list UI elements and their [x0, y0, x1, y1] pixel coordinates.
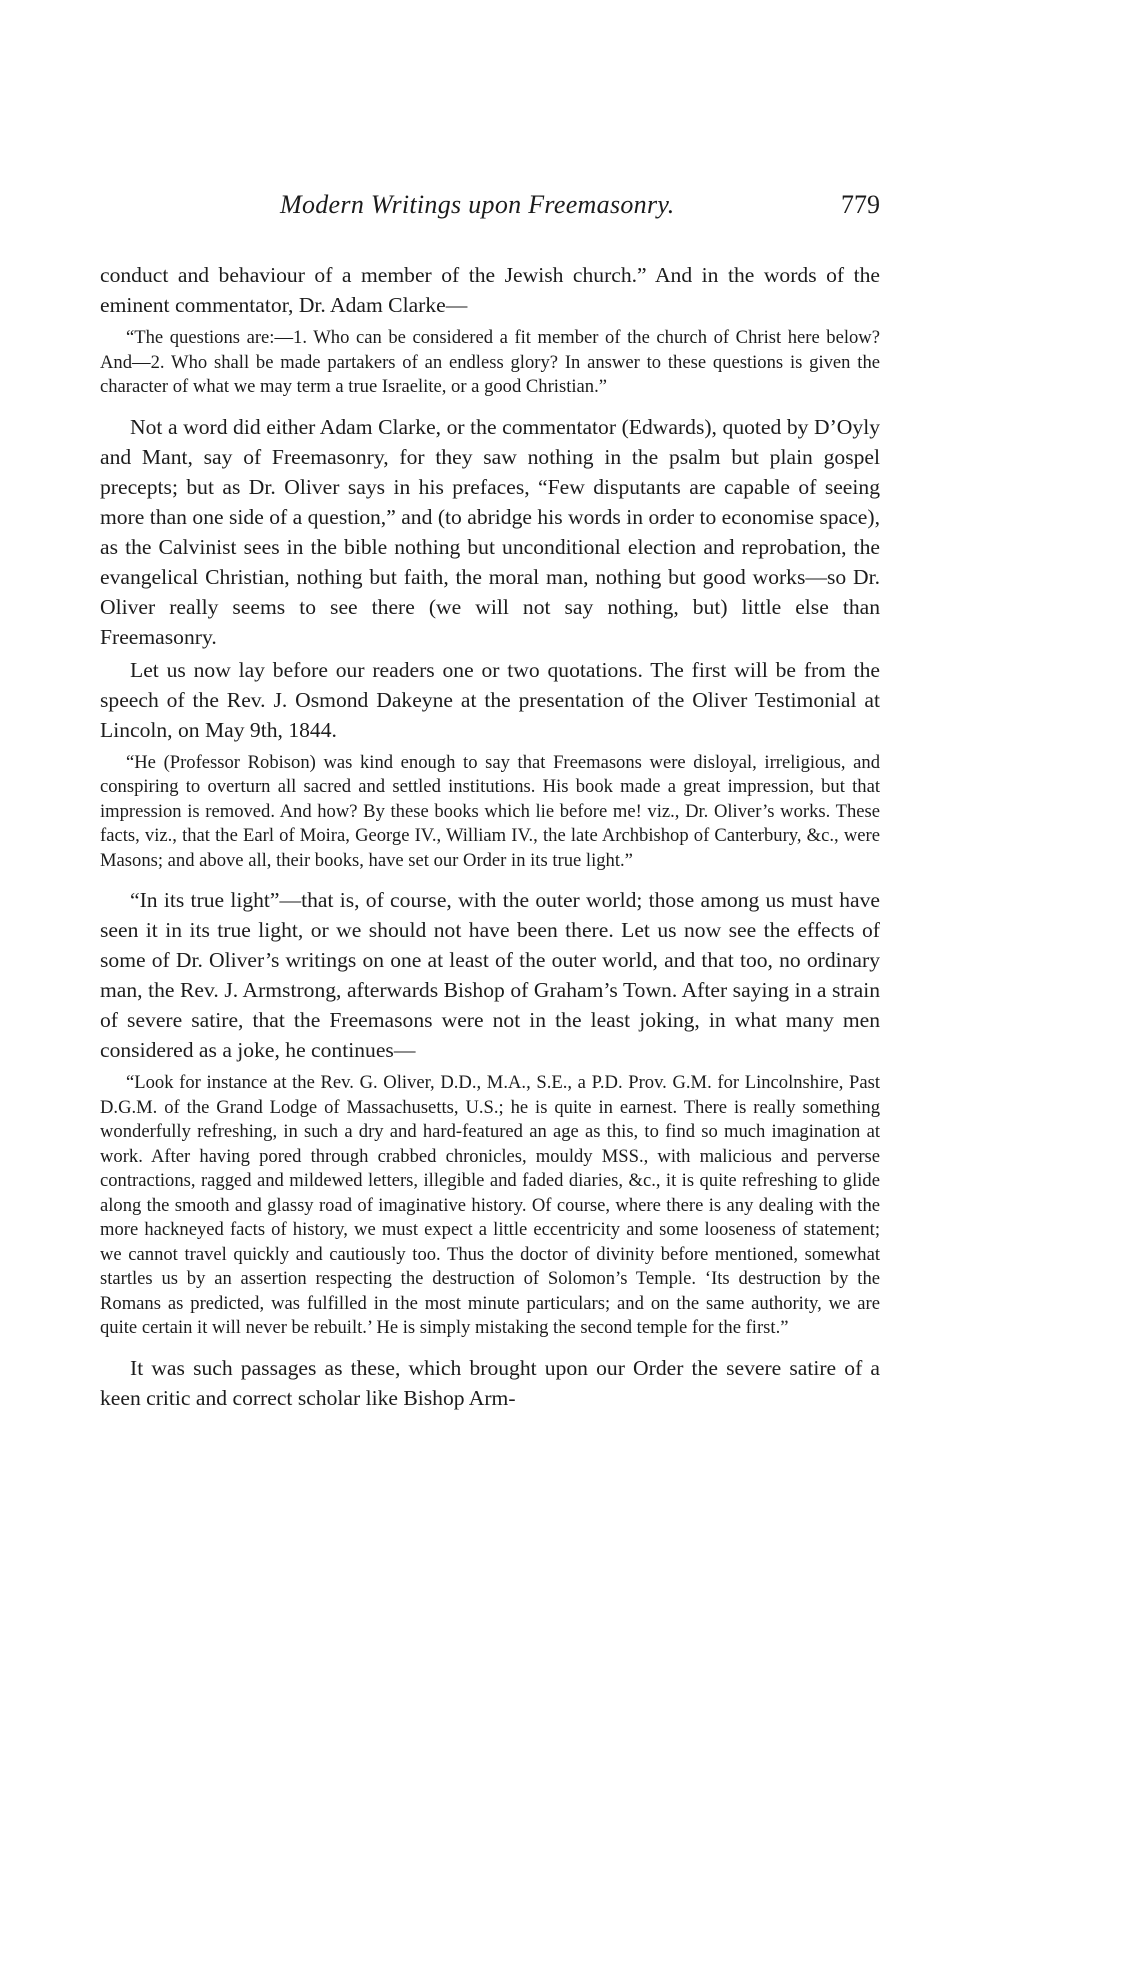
paragraph-true-light: “In its true light”—that is, of course, with the outer world; those among us must have seen it in its true light, or we should not have been there. Let us now see the effects of some of Dr. Oliver’s writings on one at least of the outer world, and that too, no ordinary man, the Rev. J. Armstrong, afterwards Bishop of Graham’s Town. After saying in a strain of severe satire, that the Freemasons were not in the least joking, in what many men considered as a joke, he continues—: [100, 888, 880, 1062]
block-quote-armstrong: “Look for instance at the Rev. G. Oliver, D.D., M.A., S.E., a P.D. Prov. G.M. for Lincolnshire, Past D.G.M. of the Grand Lodge of Massachusetts, U.S.; he is quite in earnest. There is really something wonderfully refreshing, in such a dry and hard-featured an age as this, to find so much imagination at work. After having pored through crabbed chronicles, mouldy MSS., with malicious and perverse contractions, ragged and mildewed letters, illegible and faded diaries, &c., it is quite refreshing to glide along the smooth and glassy road of imaginative history. Of course, where there is any dealing with the more hackneyed facts of history, we must expect a little eccentricity and some looseness of statement; we cannot travel quickly and cautiously too. Thus the doctor of divinity before mentioned, somewhat startles us by an assertion respecting the destruction of Solomon’s Temple. ‘Its destruction by the Romans as predicted, was fulfilled in the most minute particulars; and on the same authority, we are quite certain it will never be rebuilt.’ He is simply mistaking the second temple for the first.”: [100, 1072, 880, 1338]
paragraph-continuation: conduct and behaviour of a member of the Jewish church.” And in the words of the eminent commentator, Dr. Adam Clarke—: [100, 263, 880, 317]
block-quote-clarke: “The questions are:—1. Who can be considered a fit member of the church of Christ here below? And—2. Who shall be made partakers of an endless glory? In answer to these questions is given the character of what we may term a true Israelite, or a good Christian.”: [100, 327, 880, 397]
block-quote-dakeyne: “He (Professor Robison) was kind enough to say that Freemasons were disloyal, irreligious, and conspiring to overturn all sacred and settled institutions. His book made a great impression, but that impression is removed. And how? By these books which lie before me! viz., Dr. Oliver’s works. These facts, viz., that the Earl of Moira, George IV., William IV., the late Archbishop of Canterbury, &c., were Masons; and above all, their books, have set our Order in its true light.”: [100, 751, 880, 871]
paragraph-satire: It was such passages as these, which brought upon our Order the severe satire of a keen critic and correct scholar like Bishop Arm-: [100, 1355, 880, 1410]
body-text: [100, 260, 880, 1416]
running-head: [100, 190, 880, 226]
paragraph-clarke-edwards: Not a word did either Adam Clarke, or the commentator (Edwards), quoted by D’Oyly and Mant, say of Freemasonry, for they saw nothing in the psalm but plain gospel precepts; but as Dr. Oliver says in his prefaces, “Few disputants are capable of seeing more than one side of a question,” and (to abridge his words in order to economise space), as the Calvinist sees in the bible nothing but unconditional election and reprobation, the evangelical Christian, nothing but faith, the moral man, nothing but good works—so Dr. Oliver really seems to see there (we will not say nothing, but) little else than Freemasonry.: [100, 414, 880, 649]
running-title: Modern Writings upon Freemasonry.: [280, 190, 675, 219]
paragraph-quotations-intro: Let us now lay before our readers one or two quotations. The first will be from the speech of the Rev. J. Osmond Dakeyne at the presentation of the Oliver Testimonial at Lincoln, on May 9th, 1844.: [100, 657, 880, 742]
page-number: 779: [841, 190, 880, 219]
